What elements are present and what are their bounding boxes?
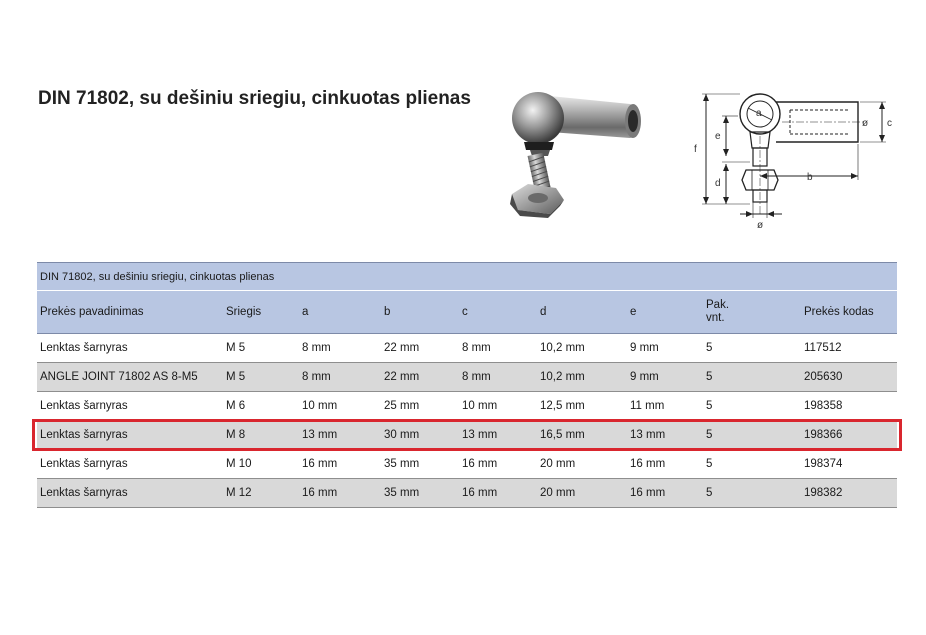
cell-a: 8 mm bbox=[299, 363, 381, 392]
cell-thread: M 10 bbox=[223, 450, 299, 479]
cell-pack: 5 bbox=[703, 479, 801, 508]
dim-label-dia-bottom: ø bbox=[757, 220, 764, 231]
cell-pack: 5 bbox=[703, 392, 801, 421]
cell-code: 198382 bbox=[801, 479, 897, 508]
dim-label-d: d bbox=[715, 178, 721, 189]
cell-b: 35 mm bbox=[381, 450, 459, 479]
cell-a: 10 mm bbox=[299, 392, 381, 421]
cell-thread: M 12 bbox=[223, 479, 299, 508]
cell-name: Lenktas šarnyras bbox=[37, 479, 223, 508]
cell-code: 198358 bbox=[801, 392, 897, 421]
cell-d: 16,5 mm bbox=[537, 421, 627, 450]
page-title: DIN 71802, su dešiniu sriegiu, cinkuotas plienas bbox=[38, 88, 471, 109]
dim-label-b: b bbox=[807, 172, 813, 183]
cell-name: ANGLE JOINT 71802 AS 8-M5 bbox=[37, 363, 223, 392]
dim-label-c: c bbox=[887, 118, 892, 129]
cell-thread: M 5 bbox=[223, 363, 299, 392]
cell-e: 9 mm bbox=[627, 363, 703, 392]
spec-table bbox=[37, 262, 897, 508]
cell-thread: M 5 bbox=[223, 334, 299, 363]
cell-c: 13 mm bbox=[459, 421, 537, 450]
cell-c: 16 mm bbox=[459, 450, 537, 479]
cell-code: 117512 bbox=[801, 334, 897, 363]
cell-code: 198366 bbox=[801, 421, 897, 450]
cell-d: 12,5 mm bbox=[537, 392, 627, 421]
header-a: a bbox=[299, 291, 381, 334]
cell-code: 198374 bbox=[801, 450, 897, 479]
cell-e: 11 mm bbox=[627, 392, 703, 421]
cell-a: 16 mm bbox=[299, 450, 381, 479]
header-name: Prekės pavadinimas bbox=[37, 291, 223, 334]
angle-joint-photo bbox=[510, 92, 641, 218]
cell-name: Lenktas šarnyras bbox=[37, 421, 223, 450]
cell-thread: M 6 bbox=[223, 392, 299, 421]
header-d: d bbox=[537, 291, 627, 334]
dim-label-e: e bbox=[715, 131, 721, 142]
cell-a: 16 mm bbox=[299, 479, 381, 508]
cell-c: 10 mm bbox=[459, 392, 537, 421]
cell-pack: 5 bbox=[703, 421, 801, 450]
technical-drawing bbox=[690, 86, 902, 232]
cell-e: 13 mm bbox=[627, 421, 703, 450]
cell-pack: 5 bbox=[703, 450, 801, 479]
dim-label-a: a bbox=[756, 108, 762, 119]
cell-d: 10,2 mm bbox=[537, 363, 627, 392]
cell-code: 205630 bbox=[801, 363, 897, 392]
header-b: b bbox=[381, 291, 459, 334]
cell-b: 22 mm bbox=[381, 334, 459, 363]
cell-c: 8 mm bbox=[459, 363, 537, 392]
cell-pack: 5 bbox=[703, 334, 801, 363]
cell-a: 13 mm bbox=[299, 421, 381, 450]
cell-d: 20 mm bbox=[537, 450, 627, 479]
table-row bbox=[37, 363, 897, 392]
table-row bbox=[37, 479, 897, 508]
header-e: e bbox=[627, 291, 703, 334]
cell-name: Lenktas šarnyras bbox=[37, 450, 223, 479]
product-photo bbox=[498, 86, 646, 224]
table-caption-row bbox=[37, 263, 897, 291]
header-code: Prekės kodas bbox=[801, 291, 897, 334]
table-header-row bbox=[37, 291, 897, 334]
dim-label-dia-top: ø bbox=[862, 118, 869, 129]
cell-e: 16 mm bbox=[627, 450, 703, 479]
cell-name: Lenktas šarnyras bbox=[37, 334, 223, 363]
table-row-highlighted bbox=[37, 421, 897, 450]
cell-e: 16 mm bbox=[627, 479, 703, 508]
header-pack-line2: vnt. bbox=[706, 312, 725, 324]
cell-c: 8 mm bbox=[459, 334, 537, 363]
cell-b: 30 mm bbox=[381, 421, 459, 450]
cell-d: 20 mm bbox=[537, 479, 627, 508]
header-pack bbox=[703, 291, 801, 334]
cell-d: 10,2 mm bbox=[537, 334, 627, 363]
header-thread: Sriegis bbox=[223, 291, 299, 334]
header-c: c bbox=[459, 291, 537, 334]
cell-b: 22 mm bbox=[381, 363, 459, 392]
cell-name: Lenktas šarnyras bbox=[37, 392, 223, 421]
cell-e: 9 mm bbox=[627, 334, 703, 363]
cell-b: 25 mm bbox=[381, 392, 459, 421]
table-row bbox=[37, 334, 897, 363]
table-caption: DIN 71802, su dešiniu sriegiu, cinkuotas plienas bbox=[37, 263, 897, 291]
cell-a: 8 mm bbox=[299, 334, 381, 363]
table-row bbox=[37, 450, 897, 479]
table-row bbox=[37, 392, 897, 421]
cell-b: 35 mm bbox=[381, 479, 459, 508]
dim-label-f: f bbox=[694, 144, 697, 155]
cell-thread: M 8 bbox=[223, 421, 299, 450]
cell-c: 16 mm bbox=[459, 479, 537, 508]
header-pack-line1: Pak. bbox=[706, 299, 730, 311]
cell-pack: 5 bbox=[703, 363, 801, 392]
